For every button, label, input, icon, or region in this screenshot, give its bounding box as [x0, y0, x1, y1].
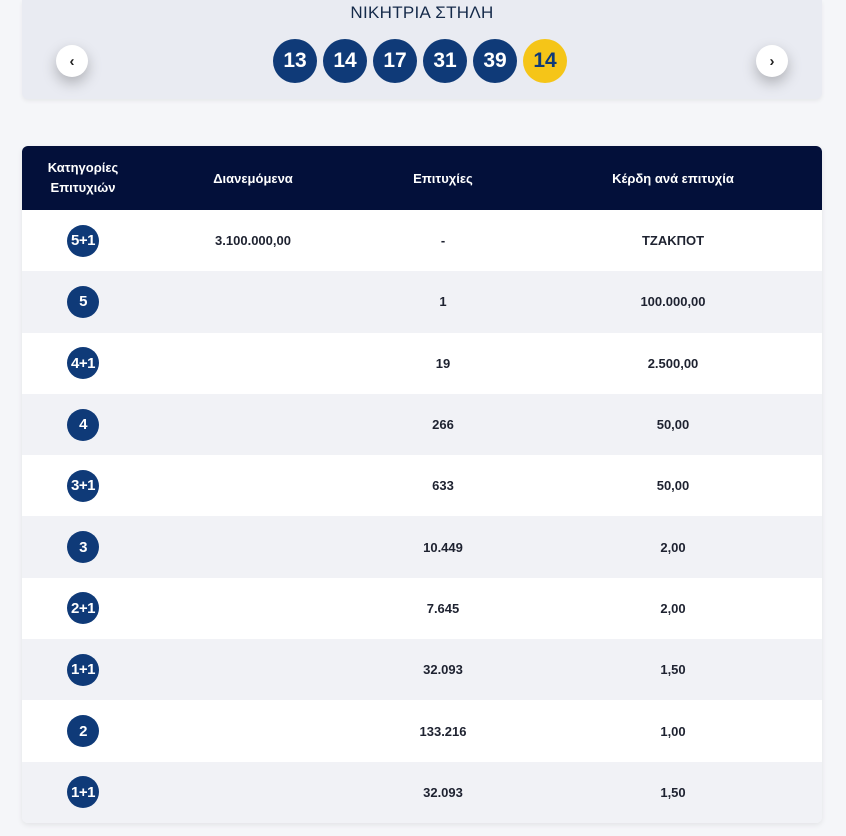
table-row [22, 516, 822, 577]
distributed-cell: 3.100.000,00 [215, 233, 291, 249]
header-prize: Κέρδη ανά επιτυχία [612, 170, 734, 186]
table-row [22, 455, 822, 516]
table-body [22, 210, 822, 823]
category-badge: 5 [67, 286, 99, 318]
category-badge: 2 [67, 715, 99, 747]
table-row [22, 578, 822, 639]
table-row [22, 762, 822, 823]
category-badge: 1+1 [67, 776, 99, 808]
table-row [22, 333, 822, 394]
category-badge: 2+1 [67, 592, 99, 624]
category-cell [22, 409, 144, 441]
number-ball: 39 [473, 39, 517, 83]
category-cell [22, 531, 144, 563]
winning-title: ΝΙΚΗΤΡΙΑ ΣΤΗΛΗ [350, 3, 494, 22]
category-cell [22, 286, 144, 318]
category-cell [22, 347, 144, 379]
prize-cell: 50,00 [656, 417, 690, 433]
winners-cell: - [440, 233, 446, 249]
category-cell [22, 715, 144, 747]
prize-cell: 2,00 [660, 539, 686, 555]
prize-cell: 1,00 [660, 723, 686, 739]
prize-cell: 1,50 [660, 662, 686, 678]
winners-cell: 10.449 [423, 539, 463, 555]
header-distributed: Διανεμόμενα [213, 170, 293, 186]
table-header [22, 146, 822, 210]
next-draw-button[interactable] [756, 45, 788, 77]
category-cell [22, 470, 144, 502]
category-cell [22, 225, 144, 257]
category-badge: 1+1 [67, 654, 99, 686]
prize-cell: 100.000,00 [640, 294, 706, 310]
prize-table [22, 146, 822, 823]
winners-cell: 32.093 [423, 662, 463, 678]
chevron-left-icon: ‹ [69, 52, 75, 70]
bonus-ball: 14 [523, 39, 567, 83]
table-row [22, 639, 822, 700]
prize-cell: ΤΖΑΚΠΟΤ [641, 233, 705, 249]
winners-cell: 133.216 [419, 723, 467, 739]
category-badge: 3 [67, 531, 99, 563]
table-row [22, 210, 822, 271]
category-badge: 4 [67, 409, 99, 441]
winners-cell: 1 [439, 294, 447, 310]
number-ball: 17 [373, 39, 417, 83]
table-row [22, 271, 822, 332]
winners-cell: 19 [435, 355, 451, 371]
category-cell [22, 776, 144, 808]
category-cell [22, 592, 144, 624]
winners-cell: 266 [432, 417, 454, 433]
prize-cell: 1,50 [660, 784, 686, 800]
header-categories [22, 158, 144, 198]
table-row [22, 700, 822, 761]
previous-draw-button[interactable] [56, 45, 88, 77]
header-categories-line2: Επιτυχιών [50, 180, 116, 195]
winners-cell: 633 [432, 478, 454, 494]
category-cell [22, 654, 144, 686]
winners-cell: 32.093 [423, 784, 463, 800]
header-winners: Επιτυχίες [413, 170, 473, 186]
prize-cell: 2.500,00 [647, 355, 699, 371]
winning-balls [273, 39, 567, 83]
number-ball: 14 [323, 39, 367, 83]
number-ball: 13 [273, 39, 317, 83]
winners-cell: 7.645 [426, 600, 460, 616]
category-badge: 5+1 [67, 225, 99, 257]
header-categories-line1: Κατηγορίες [47, 160, 119, 175]
category-badge: 3+1 [67, 470, 99, 502]
number-ball: 31 [423, 39, 467, 83]
table-row [22, 394, 822, 455]
winning-numbers-panel [22, 0, 822, 99]
prize-cell: 50,00 [656, 478, 690, 494]
prize-cell: 2,00 [660, 600, 686, 616]
chevron-right-icon: › [769, 52, 775, 70]
category-badge: 4+1 [67, 347, 99, 379]
